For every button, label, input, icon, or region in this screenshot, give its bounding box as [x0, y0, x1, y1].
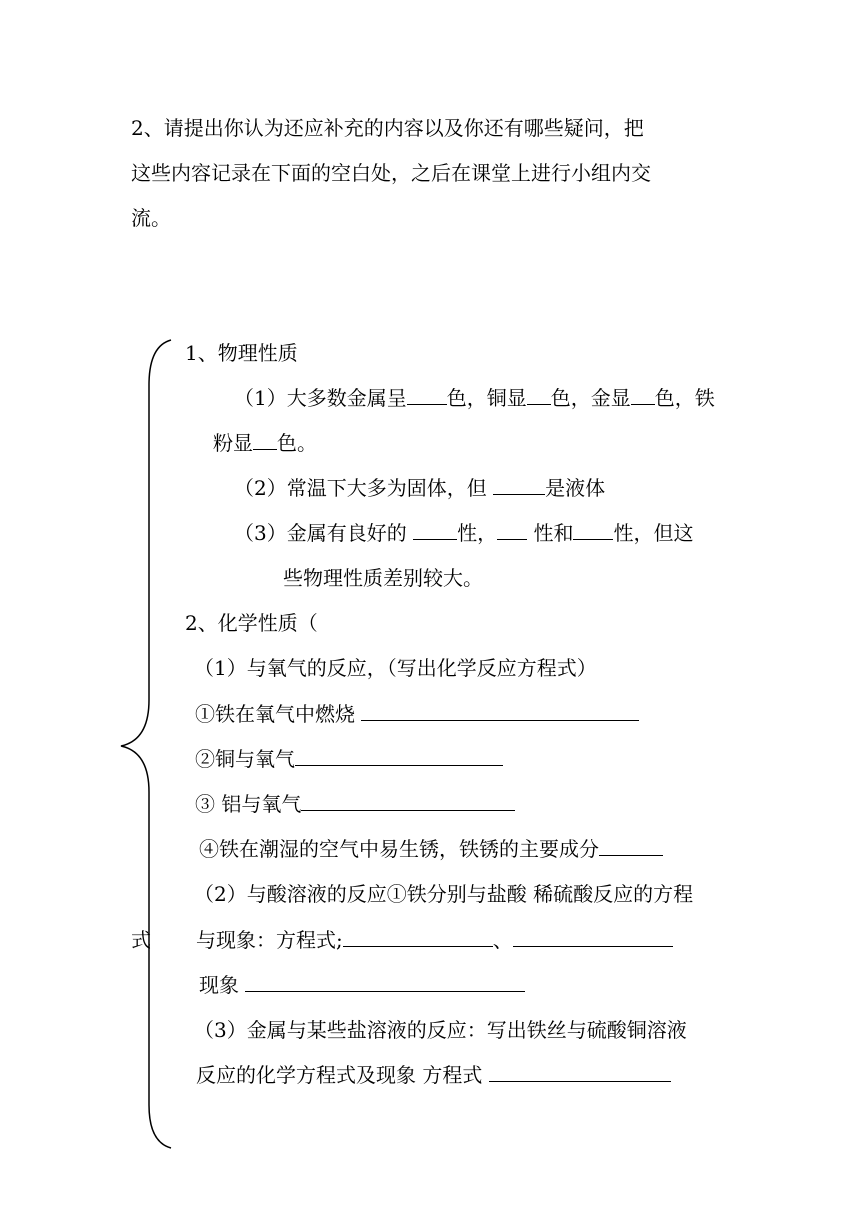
fill-blank[interactable] — [253, 448, 277, 450]
oxygen-title: （1）与氧气的反应，（写出化学反应方程式） — [194, 656, 597, 680]
intro-line-2: 这些内容记录在下面的空白处，之后在课堂上进行小组内交 — [131, 161, 651, 185]
physical-heading: 1、物理性质 — [185, 341, 298, 365]
fill-blank[interactable] — [573, 538, 613, 540]
salt-line-2 — [196, 1065, 671, 1085]
text: 色。 — [277, 431, 317, 455]
intro-line-3: 流。 — [131, 206, 171, 230]
intro-line-1: 2、请提出你认为还应补充的内容以及你还有哪些疑问，把 — [131, 116, 644, 140]
answer-blank[interactable] — [489, 1080, 671, 1082]
text: 性， — [457, 521, 498, 545]
fill-blank[interactable] — [497, 538, 527, 540]
text: （2）常温下大多为固体，但 — [234, 476, 494, 500]
answer-blank[interactable] — [245, 990, 525, 992]
text: 色，铜显 — [446, 386, 527, 410]
acid-line-3 — [199, 975, 525, 995]
text: ③ 铝与氧气 — [195, 792, 302, 816]
text: 性，但这 — [613, 521, 694, 545]
text: 色，金显 — [550, 386, 631, 410]
text: ②铜与氧气 — [195, 747, 295, 771]
text: 、 — [492, 928, 513, 952]
oxygen-q4 — [199, 839, 663, 859]
text: （3）金属有良好的 — [234, 521, 414, 545]
text: ①铁在氧气中燃烧 — [195, 702, 362, 726]
physical-item-3-cont: 些物理性质差别较大。 — [283, 566, 483, 590]
side-label: 式 — [131, 928, 151, 952]
answer-blank[interactable] — [301, 809, 515, 811]
text: 粉显 — [213, 431, 253, 455]
salt-line-1: （3）金属与某些盐溶液的反应：写出铁丝与硫酸铜溶液 — [194, 1018, 687, 1042]
answer-blank[interactable] — [513, 945, 673, 947]
fill-blank[interactable] — [631, 403, 655, 405]
answer-blank[interactable] — [295, 764, 503, 766]
chemical-heading: 2、化学性质（ — [185, 611, 318, 635]
text: 是液体 — [545, 476, 606, 500]
text: 反应的化学方程式及现象 方程式 — [196, 1063, 489, 1087]
oxygen-q1 — [195, 704, 639, 724]
answer-blank[interactable] — [343, 945, 493, 947]
acid-line-1: （2）与酸溶液的反应①铁分别与盐酸 稀硫酸反应的方程 — [194, 882, 694, 906]
physical-item-1-cont — [213, 433, 317, 453]
text: 色，铁 — [654, 386, 715, 410]
physical-item-3 — [234, 523, 693, 543]
text: 与现象：方程式; — [196, 928, 343, 952]
acid-line-2 — [196, 930, 673, 950]
physical-item-1 — [234, 388, 715, 408]
oxygen-q2 — [195, 749, 503, 769]
text: （1）大多数金属呈 — [234, 386, 407, 410]
fill-blank[interactable] — [413, 538, 457, 540]
answer-blank[interactable] — [599, 854, 663, 856]
answer-blank[interactable] — [361, 719, 639, 721]
text: 性和 — [527, 521, 574, 545]
text: 现象 — [199, 973, 246, 997]
oxygen-q3 — [195, 794, 515, 814]
physical-item-2 — [234, 478, 605, 498]
text: ④铁在潮湿的空气中易生锈，铁锈的主要成分 — [199, 837, 599, 861]
fill-blank[interactable] — [527, 403, 551, 405]
fill-blank[interactable] — [493, 493, 545, 495]
fill-blank[interactable] — [407, 403, 447, 405]
